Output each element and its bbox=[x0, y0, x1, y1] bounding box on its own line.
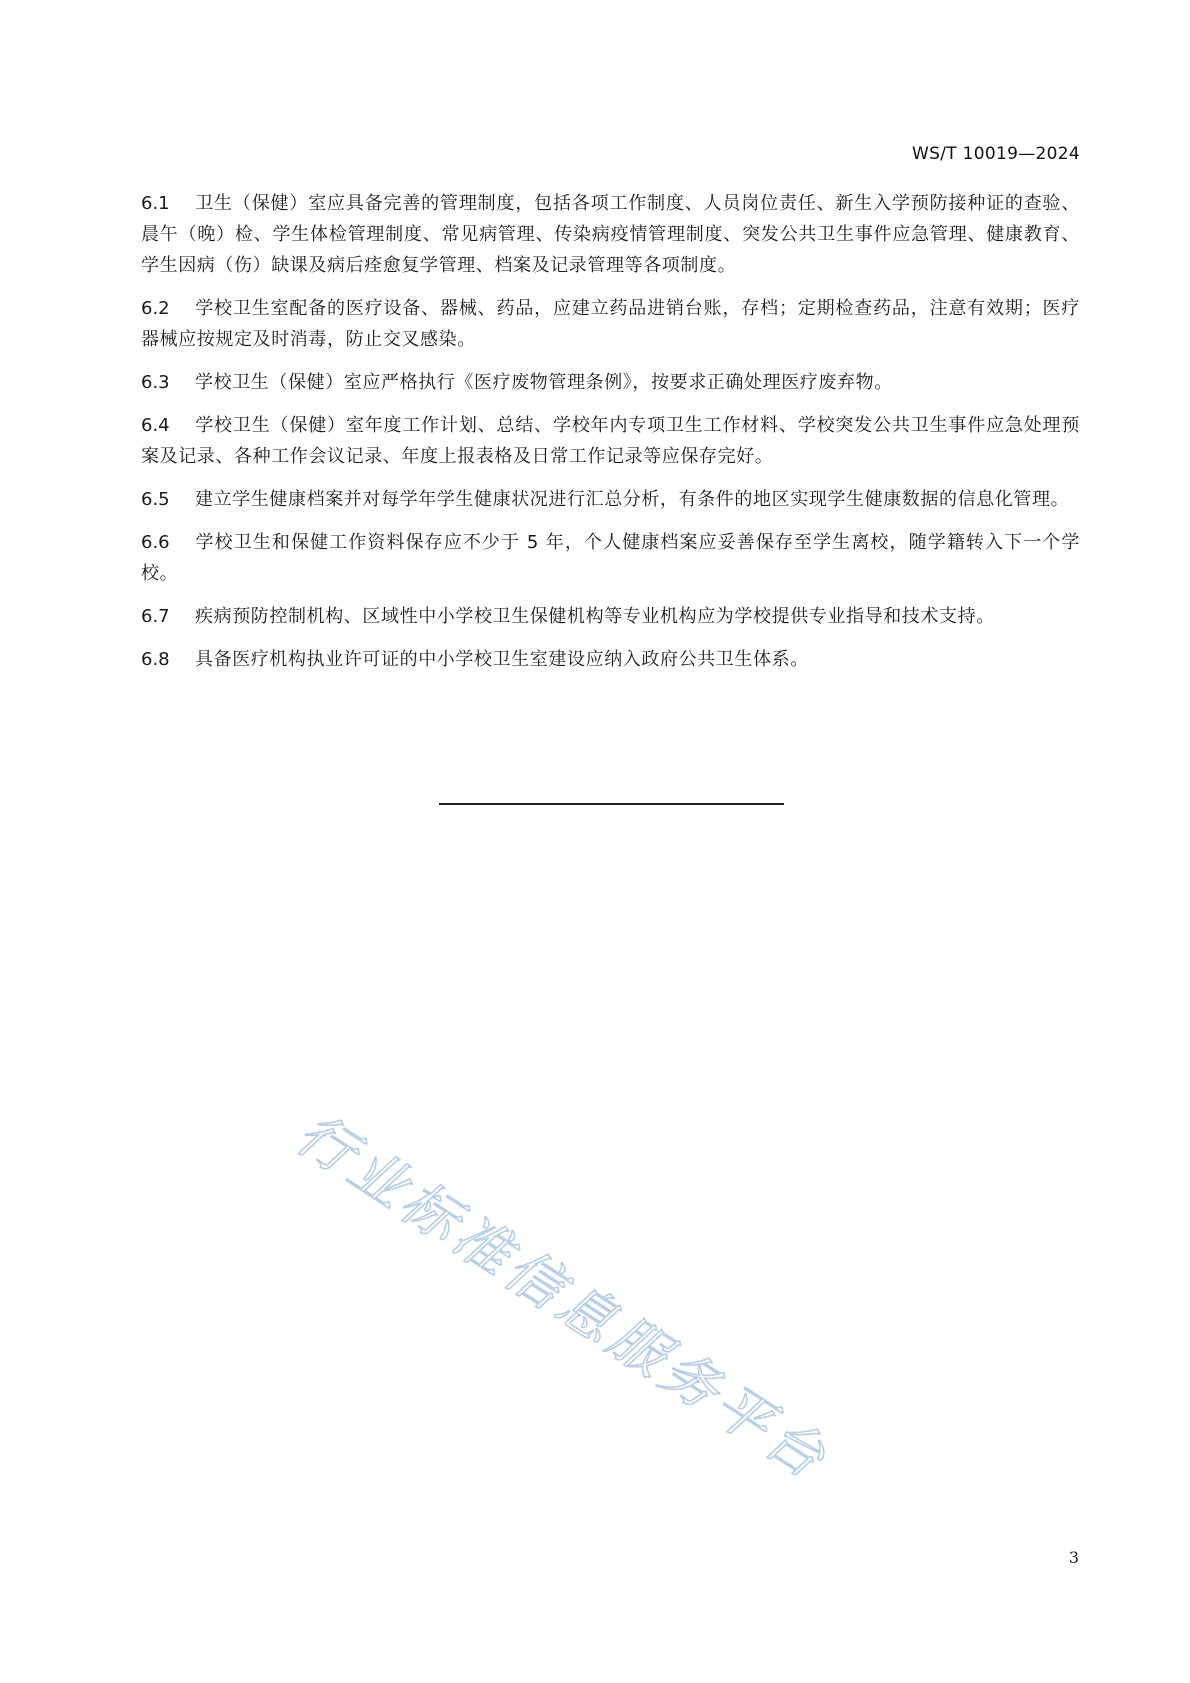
clause-text: 学校卫生室配备的医疗设备、器械、药品，应建立药品进销台账，存档；定期检查药品，注意有效期；医疗器械应按规定及时消毒，防止交叉感染。 bbox=[141, 298, 1080, 350]
clause-text: 建立学生健康档案并对每学年学生健康状况进行汇总分析，有条件的地区实现学生健康数据的信息化管理。 bbox=[195, 489, 1070, 510]
page-number: 3 bbox=[1068, 1548, 1079, 1567]
clause-number: 6.1 bbox=[141, 193, 170, 214]
clause-6-4 bbox=[141, 410, 1080, 472]
end-of-document-line bbox=[439, 803, 784, 805]
clause-number: 6.4 bbox=[141, 415, 170, 436]
clause-number: 6.8 bbox=[141, 649, 170, 670]
clause-6-7 bbox=[141, 601, 1080, 632]
clause-6-1 bbox=[141, 188, 1080, 281]
clause-text: 学校卫生和保健工作资料保存应不少于 5 年，个人健康档案应妥善保存至学生离校，随学籍转入下一个学校。 bbox=[141, 532, 1080, 584]
clause-6-3 bbox=[141, 367, 1080, 398]
clause-number: 6.2 bbox=[141, 298, 170, 319]
clause-text: 学校卫生（保健）室年度工作计划、总结、学校年内专项卫生工作材料、学校突发公共卫生事件应急处理预案及记录、各种工作会议记录、年度上报表格及日常工作记录等应保存完好。 bbox=[141, 415, 1080, 467]
clause-number: 6.5 bbox=[141, 489, 170, 510]
clause-6-6 bbox=[141, 527, 1080, 589]
watermark: 行业标准信息服务平台 bbox=[284, 1101, 841, 1494]
clause-text: 学校卫生（保健）室应严格执行《医疗废物管理条例》，按要求正确处理医疗废弃物。 bbox=[195, 372, 893, 393]
clause-list bbox=[141, 188, 1080, 687]
clause-text: 疾病预防控制机构、区域性中小学校卫生保健机构等专业机构应为学校提供专业指导和技术支持。 bbox=[195, 606, 995, 627]
clause-text: 卫生（保健）室应具备完善的管理制度，包括各项工作制度、人员岗位责任、新生入学预防接种证的查验、晨午（晚）检、学生体检管理制度、常见病管理、传染病疫情管理制度、突发公共卫生事件应急管理、健康教育、学生因病（伤）缺课及病后痊愈复学管理、档案及记录管理等各项制度。 bbox=[141, 193, 1080, 276]
clause-number: 6.7 bbox=[141, 606, 170, 627]
clause-number: 6.6 bbox=[141, 532, 170, 553]
clause-text: 具备医疗机构执业许可证的中小学校卫生室建设应纳入政府公共卫生体系。 bbox=[195, 649, 809, 670]
clause-number: 6.3 bbox=[141, 372, 170, 393]
clause-6-5 bbox=[141, 484, 1080, 515]
clause-6-8 bbox=[141, 644, 1080, 675]
document-code: WS/T 10019—2024 bbox=[912, 144, 1080, 164]
clause-6-2 bbox=[141, 293, 1080, 355]
